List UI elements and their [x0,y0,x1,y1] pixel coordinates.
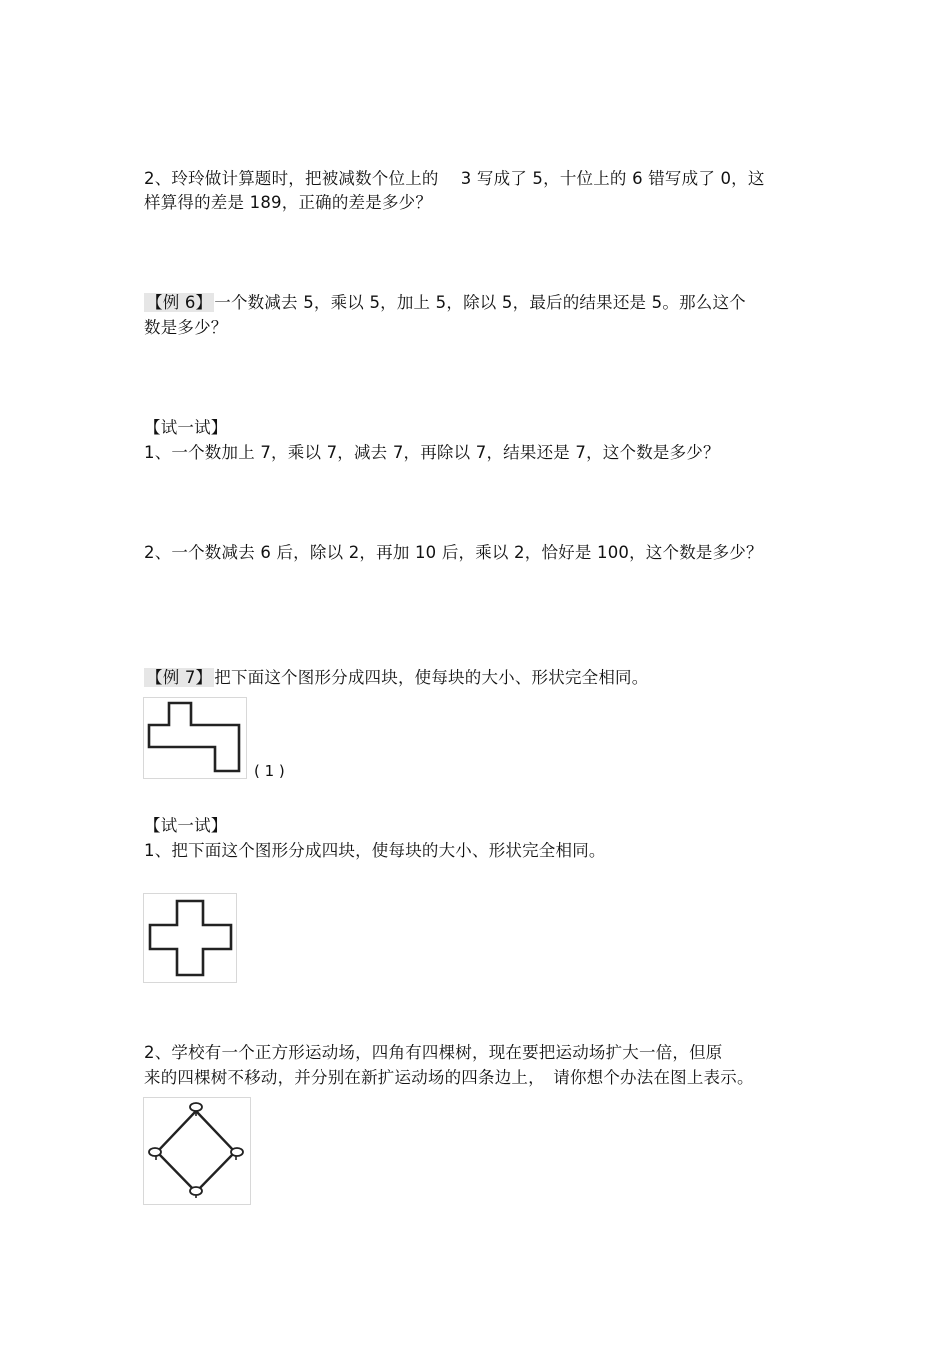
try-heading-2: 【试一试】 [144,816,228,835]
try-1-question-2: 2、一个数减去 6 后，除以 2，再加 10 后，乘以 2，恰好是 100，这个数是多少？ [144,543,763,562]
example-7-tag: 【例 7】 [146,668,213,687]
example-7-line [144,667,648,689]
try-2-question-1: 1、把下面这个图形分成四块，使每块的大小、形状完全相同。 [144,841,606,860]
cross-shape-figure [143,893,237,983]
problem-2-line-1: 2、玲玲做计算题时，把被减数个位上的 3 写成了 5，十位上的 6 错写成了 0，这 [144,169,765,188]
example-7-text: 把下面这个图形分成四块，使每块的大小、形状完全相同。 [214,668,649,687]
example-6-line-2: 数是多少？ [144,318,228,337]
problem-2-line-2: 样算得的差是 189，正确的差是多少？ [144,193,433,212]
try-2-question-2-line-2: 来的四棵树不移动，并分别在新扩运动场的四条边上， 请你想个办法在图上表示。 [144,1068,754,1087]
example-6-line-1 [144,292,746,314]
try-1-question-1: 1、一个数加上 7，乘以 7，减去 7，再除以 7，结果还是 7，这个数是多少？ [144,443,720,462]
l-shape-figure [143,697,247,779]
example-6-text: 一个数减去 5，乘以 5，加上 5，除以 5，最后的结果还是 5。那么这个 [214,293,746,312]
square-field-with-trees-figure [143,1097,251,1205]
try-2-question-2-line-1: 2、学校有一个正方形运动场，四角有四棵树，现在要把运动场扩大一倍，但原 [144,1043,723,1062]
example-6-tag: 【例 6】 [146,293,213,312]
try-heading-1: 【试一试】 [144,418,228,437]
figure-label: ( 1 ) [254,762,285,780]
